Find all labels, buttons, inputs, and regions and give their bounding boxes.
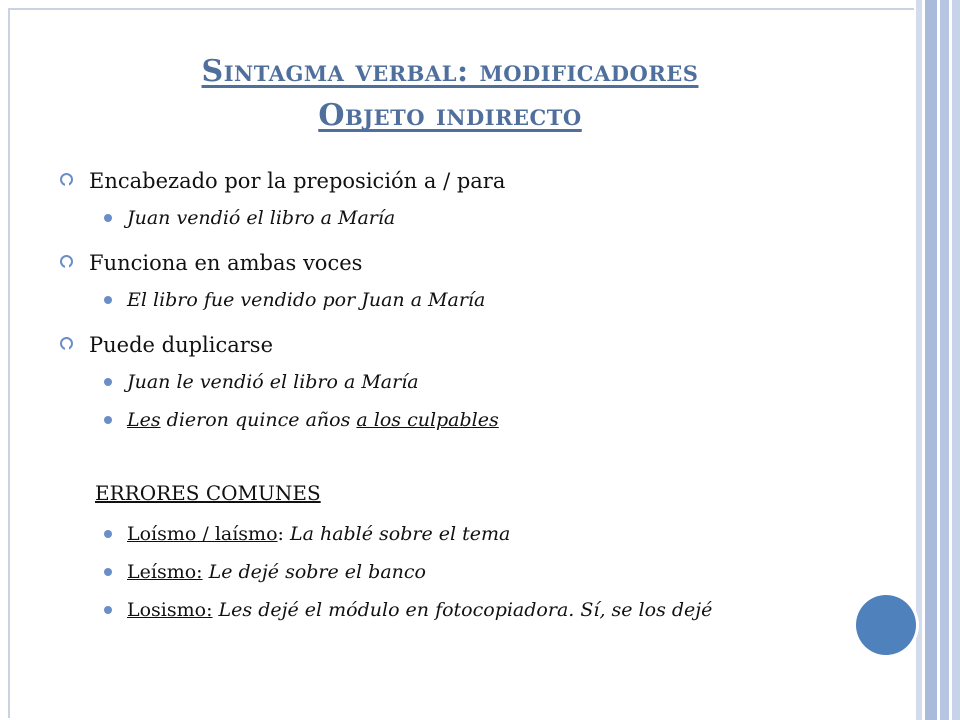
title-line-1: Sintagma verbal: modificadores — [201, 54, 699, 89]
ring-bullet-icon — [60, 173, 73, 186]
error-example: Les dejé el módulo en fotocopiadora. Sí, se los dejé — [218, 599, 713, 621]
error-example: La hablé sobre el tema — [289, 523, 511, 545]
ring-bullet-icon — [60, 255, 73, 268]
error-item — [60, 521, 820, 547]
dot-bullet-icon — [104, 214, 112, 222]
sub-bullet-text: El libro fue vendido por Juan a María — [127, 289, 486, 311]
error-label: Losismo: — [127, 599, 213, 621]
decorative-stripes — [916, 0, 960, 720]
errors-heading-text: ERRORES COMUNES — [95, 481, 321, 505]
sub-bullet-item — [60, 369, 820, 395]
underlined-text: Les — [127, 409, 161, 431]
sub-bullet-item — [60, 407, 820, 433]
slide-content — [60, 165, 820, 623]
dot-bullet-icon — [104, 416, 112, 424]
errors-heading — [60, 479, 820, 507]
dot-bullet-icon — [104, 530, 112, 538]
sub-bullet-item — [60, 205, 820, 231]
error-item — [60, 559, 820, 585]
dot-bullet-icon — [104, 378, 112, 386]
underlined-text: a los culpables — [356, 409, 499, 431]
slide-title — [30, 50, 870, 138]
error-item — [60, 597, 827, 623]
error-example: Le dejé sobre el banco — [208, 561, 426, 583]
sub-bullet-text: Juan vendió el libro a María — [127, 207, 396, 229]
dot-bullet-icon — [104, 606, 112, 614]
ring-bullet-icon — [60, 337, 73, 350]
title-line-2: Objeto indirecto — [318, 98, 582, 133]
bullet-item — [60, 249, 820, 277]
bullet-text: Funciona en ambas voces — [89, 251, 363, 275]
dot-bullet-icon — [104, 568, 112, 576]
bullet-text: Puede duplicarse — [89, 333, 273, 357]
sub-bullet-item — [60, 287, 820, 313]
error-separator: : — [277, 523, 290, 545]
bullet-item — [60, 167, 820, 195]
error-label: Loísmo / laísmo — [127, 523, 278, 545]
dot-bullet-icon — [104, 296, 112, 304]
sub-bullet-text: Juan le vendió el libro a María — [127, 371, 419, 393]
decorative-circle — [856, 595, 916, 655]
sub-bullet-text: dieron quince años — [160, 409, 357, 431]
error-label: Leísmo: — [127, 561, 203, 583]
bullet-item — [60, 331, 820, 359]
bullet-text: Encabezado por la preposición a / para — [89, 169, 506, 193]
